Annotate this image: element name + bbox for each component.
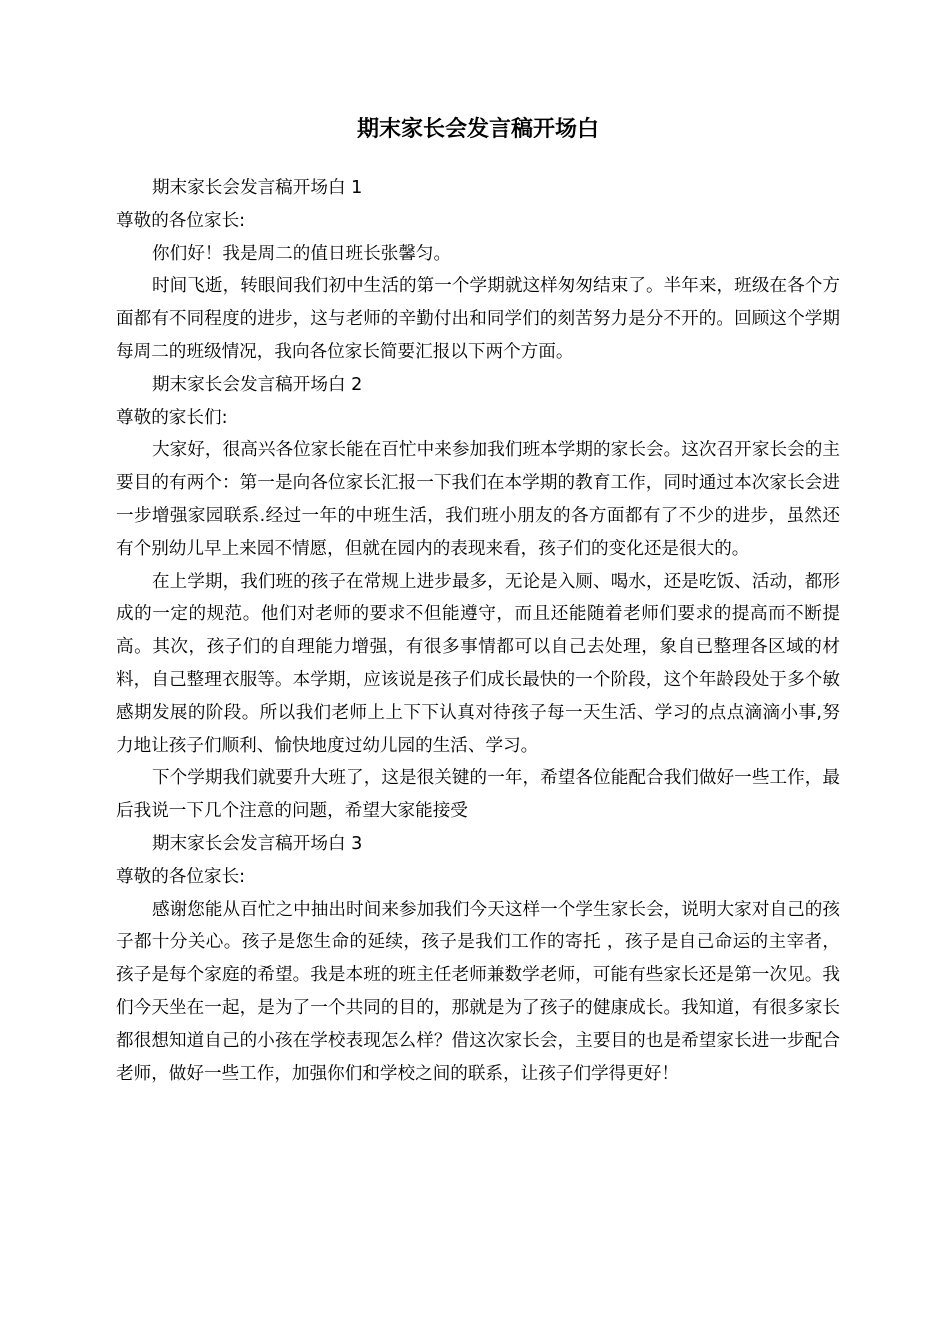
section-heading: 期末家长会发言稿开场白 2 — [152, 374, 363, 395]
salutation: 尊敬的各位家长: — [116, 866, 246, 887]
salutation: 尊敬的各位家长: — [116, 210, 246, 231]
section-3 — [116, 828, 840, 1090]
paragraph: 在上学期，我们班的孩子在常规上进步最多，无论是入厕、喝水，还是吃饭、活动，都形成的一定的规范。他们对老师的要求不但能遵守，而且还能随着老师们要求的提高而不断提高。其次，孩子们的自理能力增强，有很多事情都可以自己去处理，象自已整理各区域的材料，自己整理衣服等。本学期，应该说是孩子们成长最快的一个阶段，这个年龄段处于多个敏感期发展的阶段。所以我们老师上上下下认真对待孩子每一天生活、学习的点点滴滴小事,努力地让孩子们顺利、愉快地度过幼儿园的生活、学习。 — [116, 571, 840, 756]
paragraph: 下个学期我们就要升大班了，这是很关键的一年，希望各位能配合我们做好一些工作，最后我说一下几个注意的问题，希望大家能接受 — [116, 768, 840, 822]
paragraph: 你们好！我是周二的值日班长张馨匀。 — [152, 243, 452, 264]
salutation: 尊敬的家长们: — [116, 407, 228, 428]
document-page — [116, 112, 840, 1090]
page-title: 期末家长会发言稿开场白 — [356, 117, 599, 142]
paragraph: 大家好，很高兴各位家长能在百忙中来参加我们班本学期的家长会。这次召开家长会的主要目的有两个：第一是向各位家长汇报一下我们在本学期的教育工作，同时通过本次家长会进一步增强家园联系.经过一年的中班生活，我们班小朋友的各方面都有了不少的进步，虽然还有个别幼儿早上来园不情愿，但就在园内的表现来看，孩子们的变化还是很大的。 — [116, 440, 840, 559]
section-heading: 期末家长会发言稿开场白 3 — [152, 833, 363, 854]
section-2 — [116, 369, 840, 828]
section-1 — [116, 172, 840, 369]
paragraph: 感谢您能从百忙之中抽出时间来参加我们今天这样一个学生家长会，说明大家对自己的孩子都十分关心。孩子是您生命的延续，孩子是我们工作的寄托 ，孩子是自己命运的主宰者，孩子是每个家庭的希望。我是本班的班主任老师兼数学老师，可能有些家长还是第一次见。我们今天坐在一起，是为了一个共同的目的，那就是为了孩子的健康成长。我知道，有很多家长都很想知道自己的小孩在学校表现怎么样？借这次家长会，主要目的也是希望家长进一步配合老师，做好一些工作，加强你们和学校之间的联系，让孩子们学得更好！ — [116, 899, 840, 1084]
section-heading: 期末家长会发言稿开场白 1 — [152, 178, 363, 198]
paragraph: 时间飞逝，转眼间我们初中生活的第一个学期就这样匆匆结束了。半年来，班级在各个方面都有不同程度的进步，这与老师的辛勤付出和同学们的刻苦努力是分不开的。回顾这个学期每周二的班级情况，我向各位家长简要汇报以下两个方面。 — [116, 276, 840, 362]
